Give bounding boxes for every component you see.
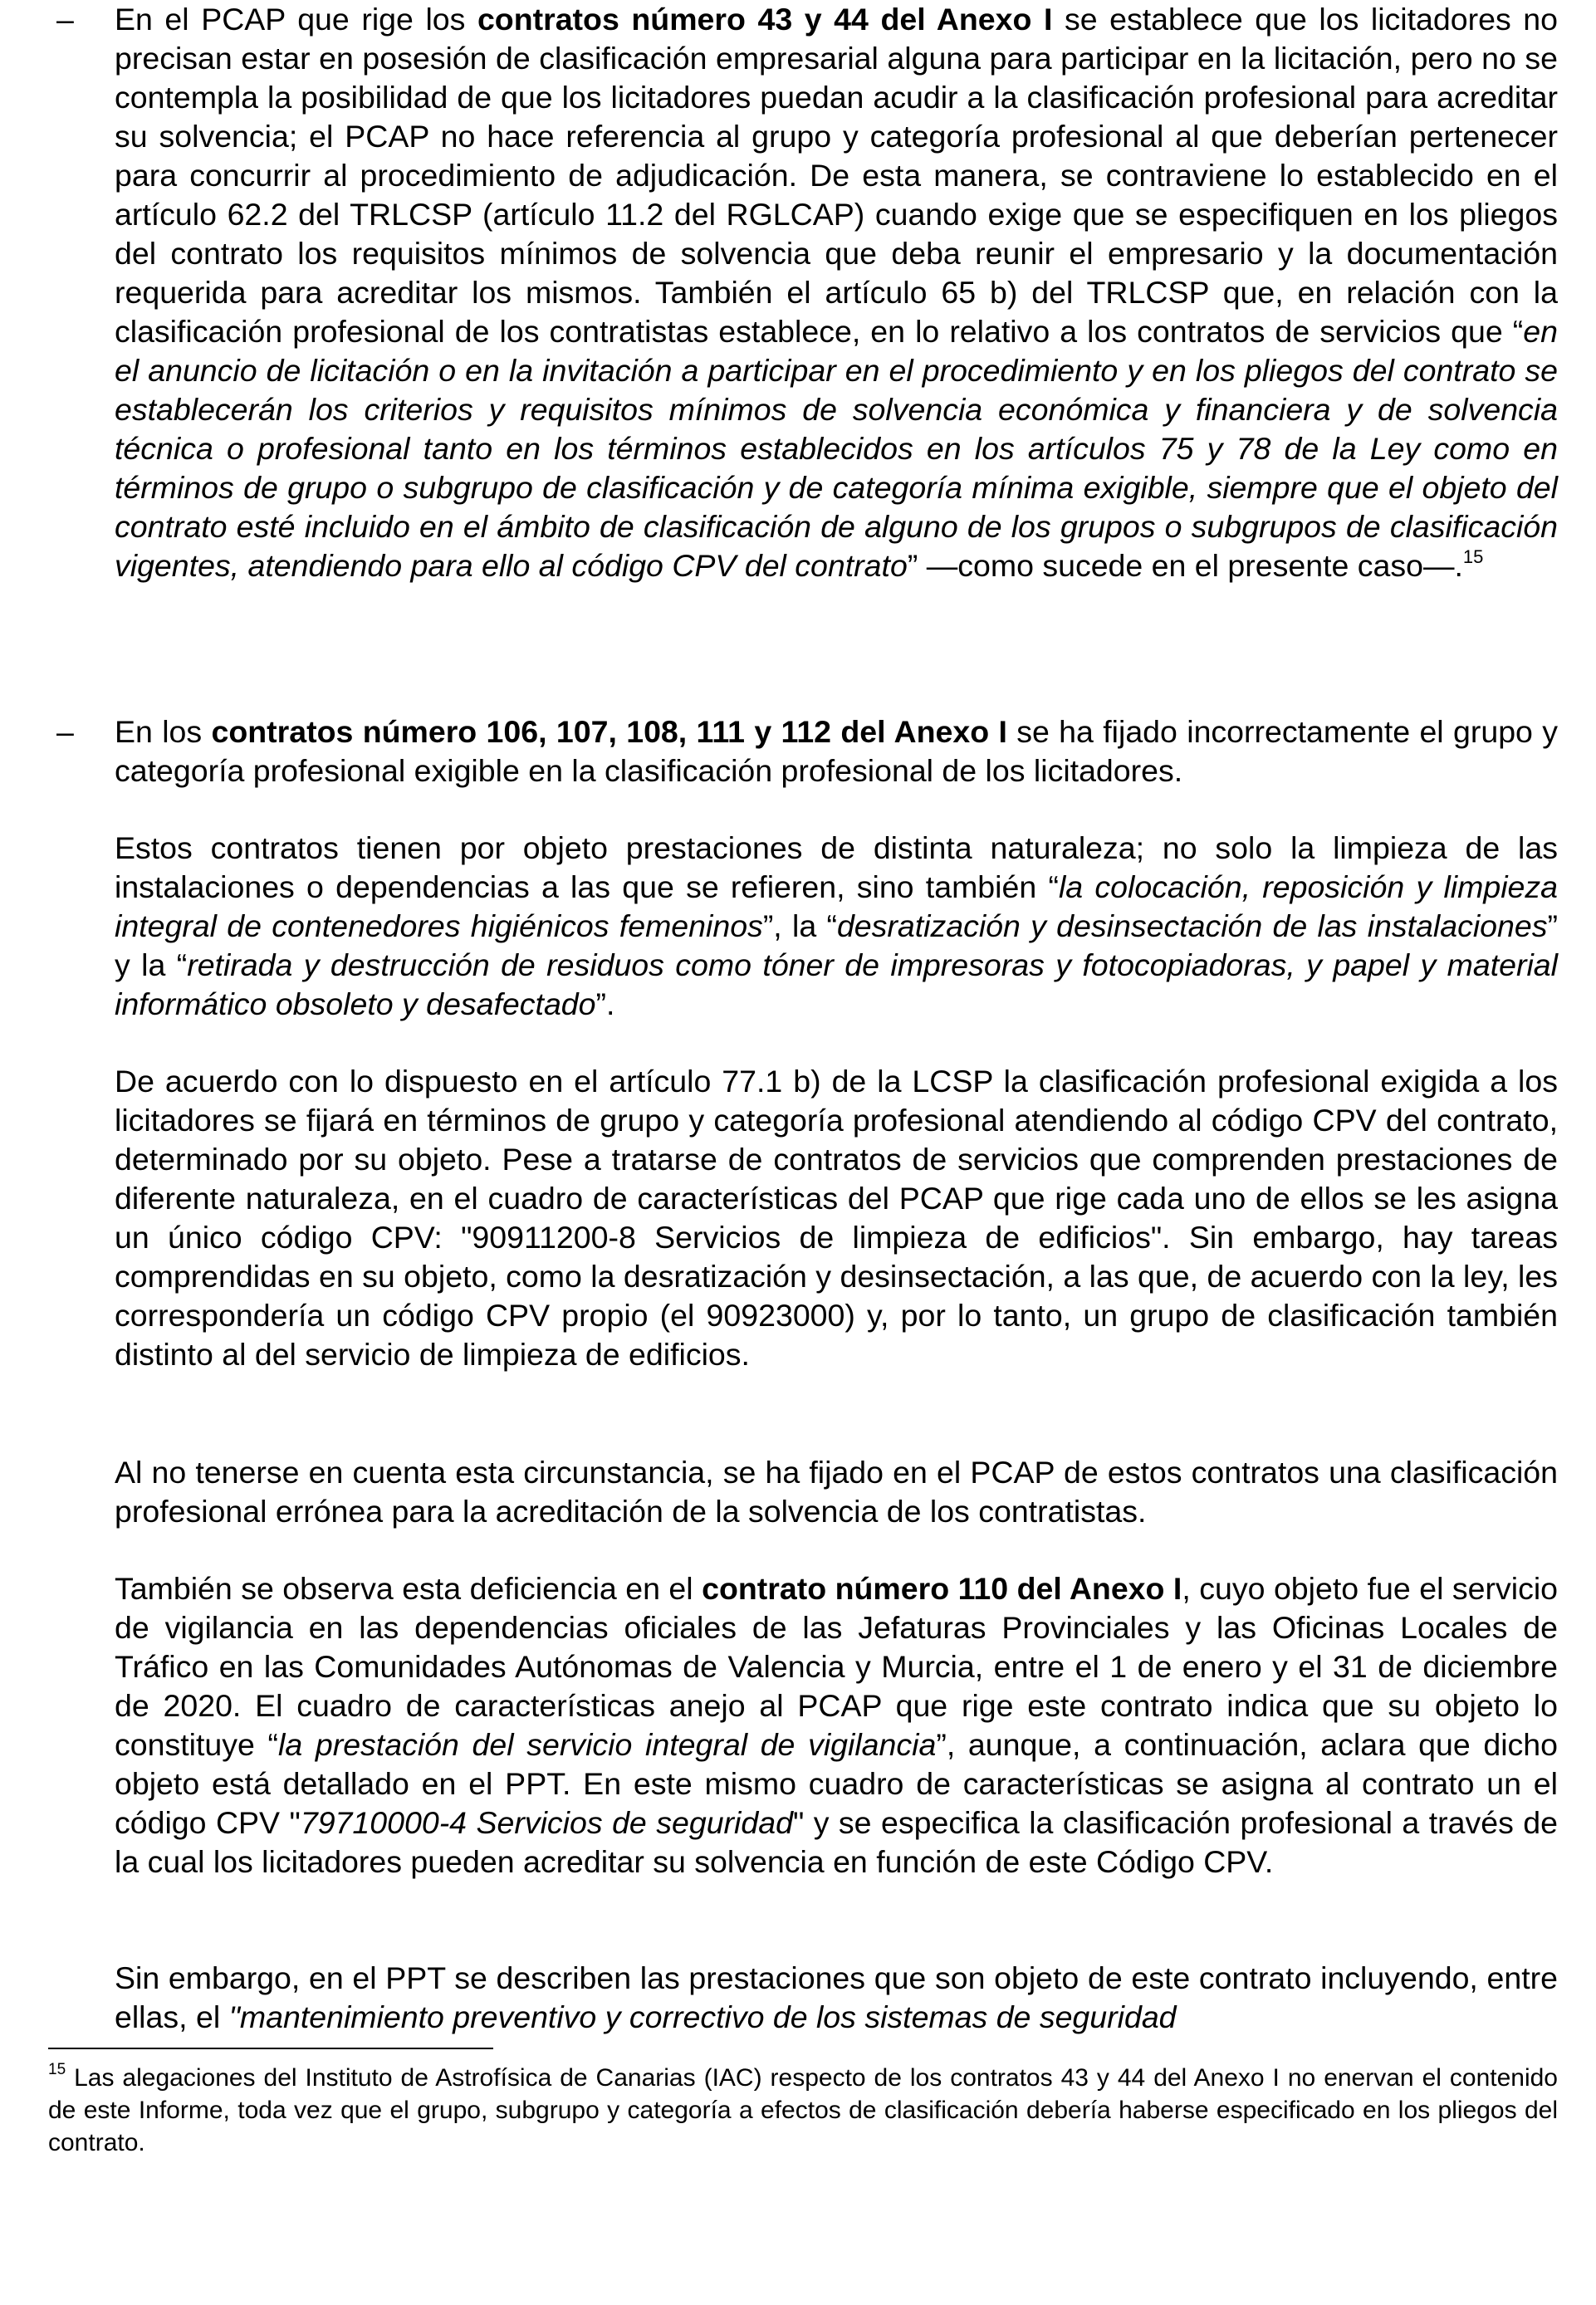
bold-contract-ref: contrato número 110 del Anexo I	[702, 1571, 1182, 1606]
footnote-separator	[48, 2048, 493, 2049]
footnote-ref[interactable]: 15	[1462, 546, 1484, 567]
paragraph-ppt-services: Sin embargo, en el PPT se describen las prestaciones que son objeto de este contrato incluyendo, entre ellas, el "mantenimiento preventivo y correctivo de los sistemas de seguridad	[115, 1960, 1558, 2034]
paragraph-contract-110: También se observa esta deficiencia en el contrato número 110 del Anexo I, cuyo objeto fue el servicio de vigilancia en las dependencias oficiales de las Jefaturas Provinciales y las Oficinas Locales de Tráfico en las Comunidades Autónomas de Valencia y Murcia, entre el 1 de enero y el 31 de diciembre de 2020. El cuadro de características anejo al PCAP que rige este contrato indica que su objeto lo constituye “la prestación del servicio integral de vigilancia”, aunque, a continuación, aclara que dicho objeto está detallado en el PPT. En este mismo cuadro de características se asigna al contrato un el código CPV "79710000-4 Servicios de seguridad" y se especifica la clasificación profesional a través de la cual los licitadores pueden acreditar su solvencia en función de este Código CPV.	[115, 1571, 1559, 1879]
footnote-15: $^{15}$ Las alegaciones del Instituto de Astrofísica de Canarias (IAC) respecto de los contratos 43 y 44 del Anexo I no enervan el contenido de este Informe, toda vez que el grupo, subgrupo y categoría a efectos de clasificación debería haberse especificado en los pliegos del contrato.	[48, 2061, 1558, 2156]
paragraph-contracts-106-112: En los contratos número 106, 107, 108, 111 y 112 del Anexo I se ha fijado incorrectamente el grupo y categoría profesional exigible en la clasificación profesional de los licitadores.	[115, 714, 1558, 788]
paragraph-article-77: De acuerdo con lo dispuesto en el artículo 77.1 b) de la LCSP la clasificación profesional exigida a los licitadores se fijará en términos de grupo y categoría profesional atendiendo al código CPV del contrato, determinado por su objeto. Pese a tratarse de contratos de servicios que comprenden prestaciones de diferente naturaleza, en el cuadro de características del PCAP que rige cada uno de ellos se les asigna un único código CPV: "90911200-8 Servicios de limpieza de edificios". Sin embargo, hay tareas comprendidas en su objeto, como la desratización y desinsectación, a las que, de acuerdo con la ley, les correspondería un código CPV propio (el 90923000) y, por lo tanto, un grupo de clasificación también distinto al del servicio de limpieza de edificios.	[115, 1064, 1558, 1372]
paragraph-contract-object: Estos contratos tienen por objeto prestaciones de distinta naturaleza; no solo la limpieza de las instalaciones o dependencias a las que se refieren, sino también “la colocación, reposición y limpieza integral de contenedores higiénicos femeninos”, la “desratización y desinsectación de las instalaciones” y la “retirada y destrucción de residuos como tóner de impresoras y fotocopiadoras, y papel y material informático obsoleto y desafectado”.	[115, 830, 1558, 1021]
footnote-number: 15	[48, 2061, 66, 2078]
bullet-dash: –	[56, 714, 74, 749]
bold-contract-ref: contratos número 43 y 44 del Anexo I	[477, 2, 1053, 37]
paragraph-classification-error: Al no tenerse en cuenta esta circunstancia, se ha fijado en el PCAP de estos contratos una clasificación profesional errónea para la acreditación de la solvencia de los contratistas.	[115, 1455, 1558, 1529]
bullet-dash: –	[56, 2, 74, 37]
bold-contract-ref: contratos número 106, 107, 108, 111 y 112 del Anexo I	[211, 714, 1007, 749]
paragraph-contracts-43-44: En el PCAP que rige los contratos número 43 y 44 del Anexo I se establece que los licitadores no precisan estar en posesión de clasificación empresarial alguna para participar en la licitación, pero no se contempla la posibilidad de que los licitadores puedan acudir a la clasificación profesional para acreditar su solvencia; el PCAP no hace referencia al grupo y categoría profesional al que deberían pertenecer para concurrir al procedimiento de adjudicación. De esta manera, se contraviene lo establecido en el artículo 62.2 del TRLCSP (artículo 11.2 del RGLCAP) cuando exige que se especifiquen en los pliegos del contrato los requisitos mínimos de solvencia que deba reunir el empresario y la documentación requerida para acreditar los mismos. También el artículo 65 b) del TRLCSP que, en relación con la clasificación profesional de los contratistas establece, en lo relativo a los contratos de servicios que “en el anuncio de licitación o en la invitación a participar en el procedimiento y en los pliegos del contrato se establecerán los criterios y requisitos mínimos de solvencia económica y financiera y de solvencia técnica o profesional tanto en los términos establecidos en los artículos 75 y 78 de la Ley como en términos de grupo o subgrupo de clasificación y de categoría mínima exigible, siempre que el objeto del contrato esté incluido en el ámbito de clasificación de alguno de los grupos o subgrupos de clasificación vigentes, atendiendo para ello al código CPV del contrato” —como sucede en el presente caso—.$^{15}$	[115, 2, 1558, 583]
quoted-law-text: en el anuncio de licitación o en la invitación a participar en el procedimiento y en los pliegos del contrato se establecerán los criterios y requisitos mínimos de solvencia económica y financiera y de solvencia técnica o profesional tanto en los términos establecidos en los artículos 75 y 78 de la Ley como en términos de grupo o subgrupo de clasificación y de categoría mínima exigible, siempre que el objeto del contrato esté incluido en el ámbito de clasificación de alguno de los grupos o subgrupos de clasificación vigentes, atendiendo para ello al código CPV del contrato	[115, 314, 1558, 583]
